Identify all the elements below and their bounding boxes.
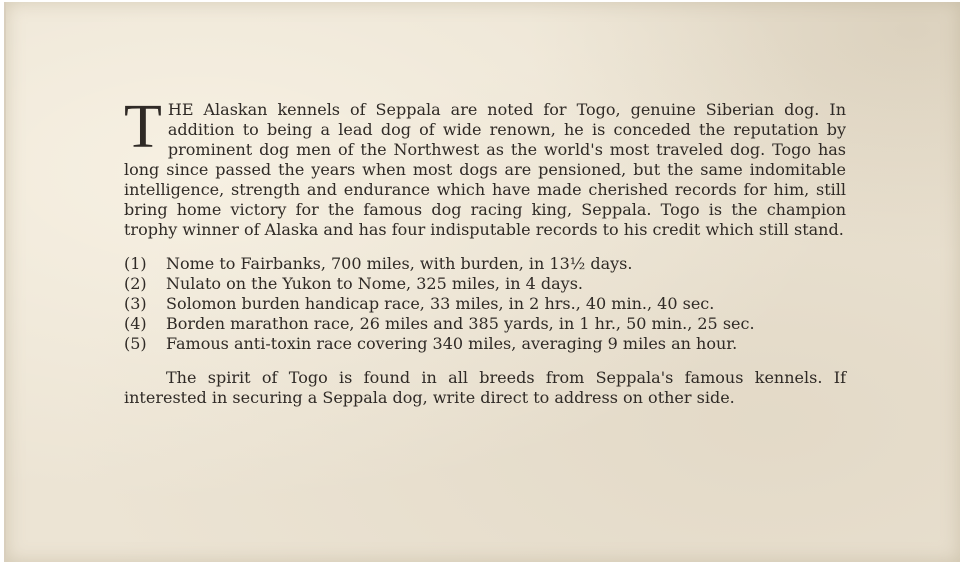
record-text: Famous anti-toxin race covering 340 miles, averaging 9 miles an hour. — [166, 334, 738, 353]
records-list — [124, 254, 846, 354]
record-number: (4) — [124, 314, 147, 333]
record-item — [124, 334, 846, 354]
record-text: Borden marathon race, 26 miles and 385 yards, in 1 hr., 50 min., 25 sec. — [166, 314, 755, 333]
record-number: (1) — [124, 254, 147, 273]
record-text: Solomon burden handicap race, 33 miles, in 2 hrs., 40 min., 40 sec. — [166, 294, 715, 313]
record-number: (2) — [124, 274, 147, 293]
intro-paragraph — [124, 93, 846, 240]
record-text: Nome to Fairbanks, 700 miles, with burden, in 13½ days. — [166, 254, 633, 273]
card-text — [124, 93, 846, 408]
record-text: Nulato on the Yukon to Nome, 325 miles, in 4 days. — [166, 274, 583, 293]
closing-paragraph: The spirit of Togo is found in all breeds from Seppala's famous kennels. If interested in securing a Seppala dog, write direct to address on other side. — [124, 368, 846, 407]
record-item — [124, 274, 846, 294]
record-item — [124, 254, 846, 274]
record-number: (5) — [124, 334, 147, 353]
postcard — [4, 2, 960, 562]
drop-cap: T — [124, 93, 162, 161]
record-number: (3) — [124, 294, 147, 313]
record-item — [124, 294, 846, 314]
record-item — [124, 314, 846, 334]
intro-text: HE Alaskan kennels of Seppala are noted for Togo, genuine Siberian dog. In addition to being a lead dog of wide renown, he is conceded the reputation by prominent dog men of the Northwest as the world's most traveled dog. Togo has long since passed the years when most dogs are pensioned, but the same indomitable intelligence, strength and endurance which have made cherished records for him, still bring home victory for the famous dog racing king, Seppala. Togo is the champion trophy winner of Alaska and has four indisputable records to his credit which still stand. — [124, 100, 846, 239]
